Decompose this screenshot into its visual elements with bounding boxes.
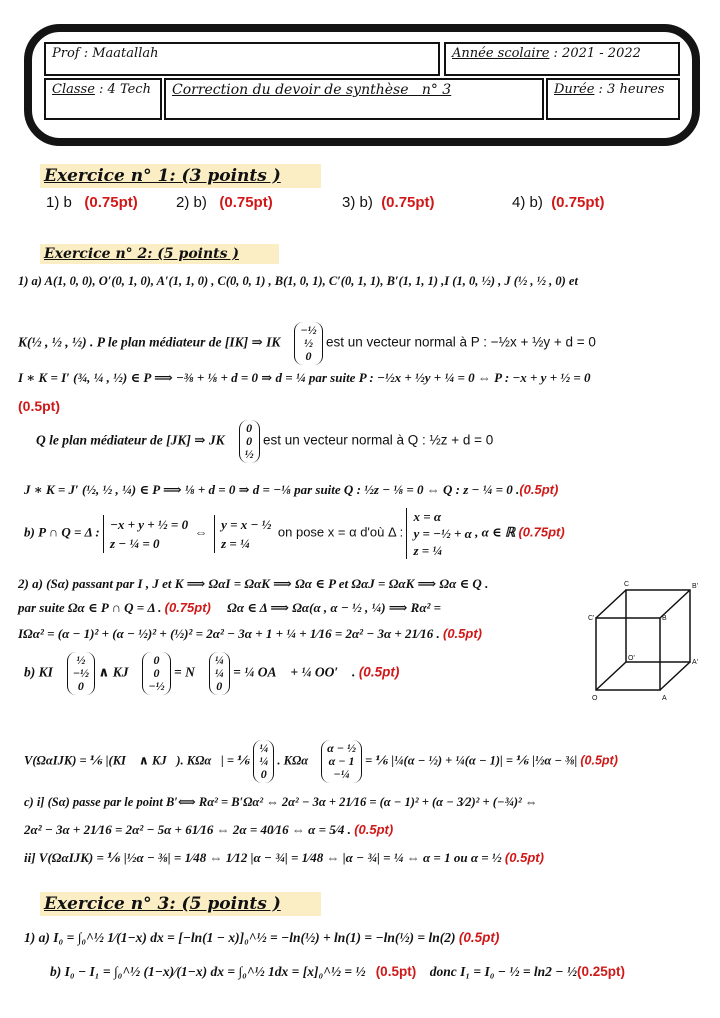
ex2-q2-line-1: 2) a) (Sα) passant par I , J et K ⟹ ΩαI = ΩαK ⟹ Ωα ∈ P et ΩαJ = ΩαK ⟹ Ωα ∈ Q . bbox=[18, 576, 489, 591]
ex1-answer-2: 2) b) (0.75pt) bbox=[176, 194, 273, 211]
cube-label-a: A bbox=[662, 695, 667, 702]
cube-front-face bbox=[596, 618, 660, 690]
ex2-line-2: K(½ , ½ , ½) . P le plan médiateur de [IK] ⇒ IK⃗ −½ ½ 0 est un vecteur normal à P : −½x + ½y + d = 0 bbox=[18, 323, 596, 363]
cube-back-face bbox=[626, 590, 690, 662]
cube-label-a-prime: A' bbox=[692, 659, 699, 666]
duree-label: Durée bbox=[554, 82, 595, 97]
vector-k-omega: α − ½ α − 1 −¼ bbox=[321, 740, 362, 783]
ex1-answer-1: 1) b (0.75pt) bbox=[46, 194, 138, 211]
ex2-q2-c-line-1: c) i] (Sα) passe par le point B′⟺ Rα² = B′Ωα² ⇔ 2α² − 3α + 21⁄16 = (α − 1)² + (α − 3⁄2)² + (−¾)² ⇔ bbox=[24, 795, 538, 809]
ex3-part-a: 1) a) I₀ = ∫₀^½ 1⁄(1−x) dx = [−ln(1 − x)]₀^½ = −ln(½) + ln(1) = −ln(½) = ln(2) (0.5pt) bbox=[24, 930, 500, 945]
ex2-q2-c-line-3: ii] V(ΩαIJK) = ⅙ |½α − ⅜| = 1⁄48 ⇔ 1⁄12 |α − ¾| = 1⁄48 ⇔ |α − ¾| = ¼ ⇔ α = 1 ou α = ½ (0.5pt) bbox=[24, 850, 544, 865]
ex2-q2-part-b: b) KI⃗ ½ −½ 0 ∧ KJ⃗ 0 0 −½ = N⃗ ¼ ¼ 0 = ¼ OA⃗ + ¼ OO′⃗ . (0.5pt) bbox=[24, 653, 400, 693]
vector-ik: −½ ½ 0 bbox=[294, 322, 322, 365]
ex3-heading: Exercice n° 3: (5 points ) bbox=[40, 892, 321, 916]
vector-n-repeat: ¼ ¼ 0 bbox=[253, 740, 274, 783]
system-3: x = α y = −½ + α z = ¼ bbox=[406, 508, 471, 559]
ex2-q2-line-3: IΩα² = (α − 1)² + (α − ½)² + (½)² = 2α² − 3α + 1 + ¼ + 1⁄16 = 2α² − 3α + 21⁄16 . (0.5pt) bbox=[18, 626, 482, 641]
vector-n: ¼ ¼ 0 bbox=[209, 652, 230, 695]
ex1-answer-4: 4) b) (0.75pt) bbox=[512, 194, 605, 211]
ex1-heading: Exercice n° 1: (3 points ) bbox=[40, 164, 321, 188]
cube-label-c: C bbox=[624, 581, 630, 588]
ex1-answer-3: 3) b) (0.75pt) bbox=[342, 194, 435, 211]
annee-value: : 2021 - 2022 bbox=[549, 46, 641, 61]
prof-cell bbox=[44, 42, 440, 76]
annee-cell bbox=[444, 42, 680, 76]
vector-jk: 0 0 ½ bbox=[239, 420, 260, 463]
ex2-heading: Exercice n° 2: (5 points ) bbox=[40, 244, 279, 264]
system-2: y = x − ½ z = ¼ bbox=[214, 515, 271, 553]
classe-value: : 4 Tech bbox=[94, 82, 151, 97]
vector-ki: ½ −½ 0 bbox=[67, 652, 95, 695]
vector-kj: 0 0 −½ bbox=[142, 652, 170, 695]
duree-value: : 3 heures bbox=[594, 82, 665, 97]
cube-figure bbox=[586, 576, 712, 706]
cube-label-o-prime: O' bbox=[628, 655, 635, 662]
title-cell bbox=[164, 78, 544, 120]
ex2-volume: V(ΩαIJK) = ⅙ |(KI⃗ ∧ KJ⃗). KΩα⃗| = ⅙ ¼ ¼ 0 . KΩα⃗ α − ½ α − 1 −¼ = ⅙ |¼(α − ½) + ¼(α − 1)| = ⅙ |½α − ⅜| (0.5pt) bbox=[24, 741, 618, 781]
ex2-q2-c-line-2: 2α² − 3α + 21⁄16 = 2α² − 5α + 61⁄16 ⇔ 2α = 40⁄16 ⇔ α = 5⁄4 . (0.5pt) bbox=[24, 822, 394, 837]
ex2-line-1: 1) a) A(1, 0, 0), O′(0, 1, 0), A′(1, 1, 0) , C(0, 0, 1) , B(1, 0, 1), C′(0, 1, 1), B′(1, 1, 1) ,I (1, 0, ½) , J (½ , ½ , 0) et bbox=[18, 274, 578, 288]
cube-label-b-prime: B' bbox=[692, 583, 699, 590]
cube-label-o: O bbox=[592, 695, 598, 702]
document-title: Correction du devoir de synthèse n° 3 bbox=[172, 82, 452, 98]
cube-label-c-prime: C' bbox=[588, 615, 595, 622]
ex2-line-3: I ∗ K = I′ (¾, ¼ , ½) ∈ P ⟹ −⅜ + ⅛ + d = 0 ⇒ d = ¼ par suite P : −½x + ½y + ¼ = 0 ⇔ P : −x + y + ½ = 0 bbox=[18, 370, 591, 385]
ex2-line-4: Q le plan médiateur de [JK] ⇒ JK⃗ 0 0 ½ est un vecteur normal à Q : ½z + d = 0 bbox=[36, 421, 494, 461]
annee-label: Année scolaire bbox=[452, 46, 550, 61]
classe-label: Classe bbox=[52, 82, 95, 97]
cube-label-b: B bbox=[662, 615, 667, 622]
ex2-line-3-points: (0.5pt) bbox=[18, 398, 60, 414]
ex3-part-b: b) I₀ − I₁ = ∫₀^½ (1−x)⁄(1−x) dx = ∫₀^½ 1dx = [x]₀^½ = ½ (0.5pt) donc I₁ = I₀ − ½ = ln2 − ½(0.25pt) bbox=[50, 964, 626, 979]
ex2-line-5: J ∗ K = J′ (½, ½ , ¼) ∈ P ⟹ ⅛ + d = 0 ⇒ d = −⅛ par suite Q : ½z − ⅛ = 0 ⇔ Q : z − ¼ = 0 .(0.5pt) bbox=[24, 482, 559, 497]
system-1: −x + y + ½ = 0 z − ¼ = 0 bbox=[103, 515, 188, 553]
ex2-q2-line-2: par suite Ωα ∈ P ∩ Q = Δ . (0.75pt) Ωα ∈ Δ ⟹ Ωα(α , α − ½ , ¼) ⟹ Rα² = bbox=[18, 600, 442, 615]
classe-cell bbox=[44, 78, 162, 120]
prof-text: Prof : Maatallah bbox=[52, 46, 159, 61]
ex2-part-b: b) P ∩ Q = Δ : −x + y + ½ = 0 z − ¼ = 0 ⇔ y = x − ½ z = ¼ on pose x = α d'où Δ : x = α y = −½ + α z = ¼ , α ∈ ℝ (0.75pt) bbox=[24, 509, 565, 558]
duree-cell bbox=[546, 78, 680, 120]
